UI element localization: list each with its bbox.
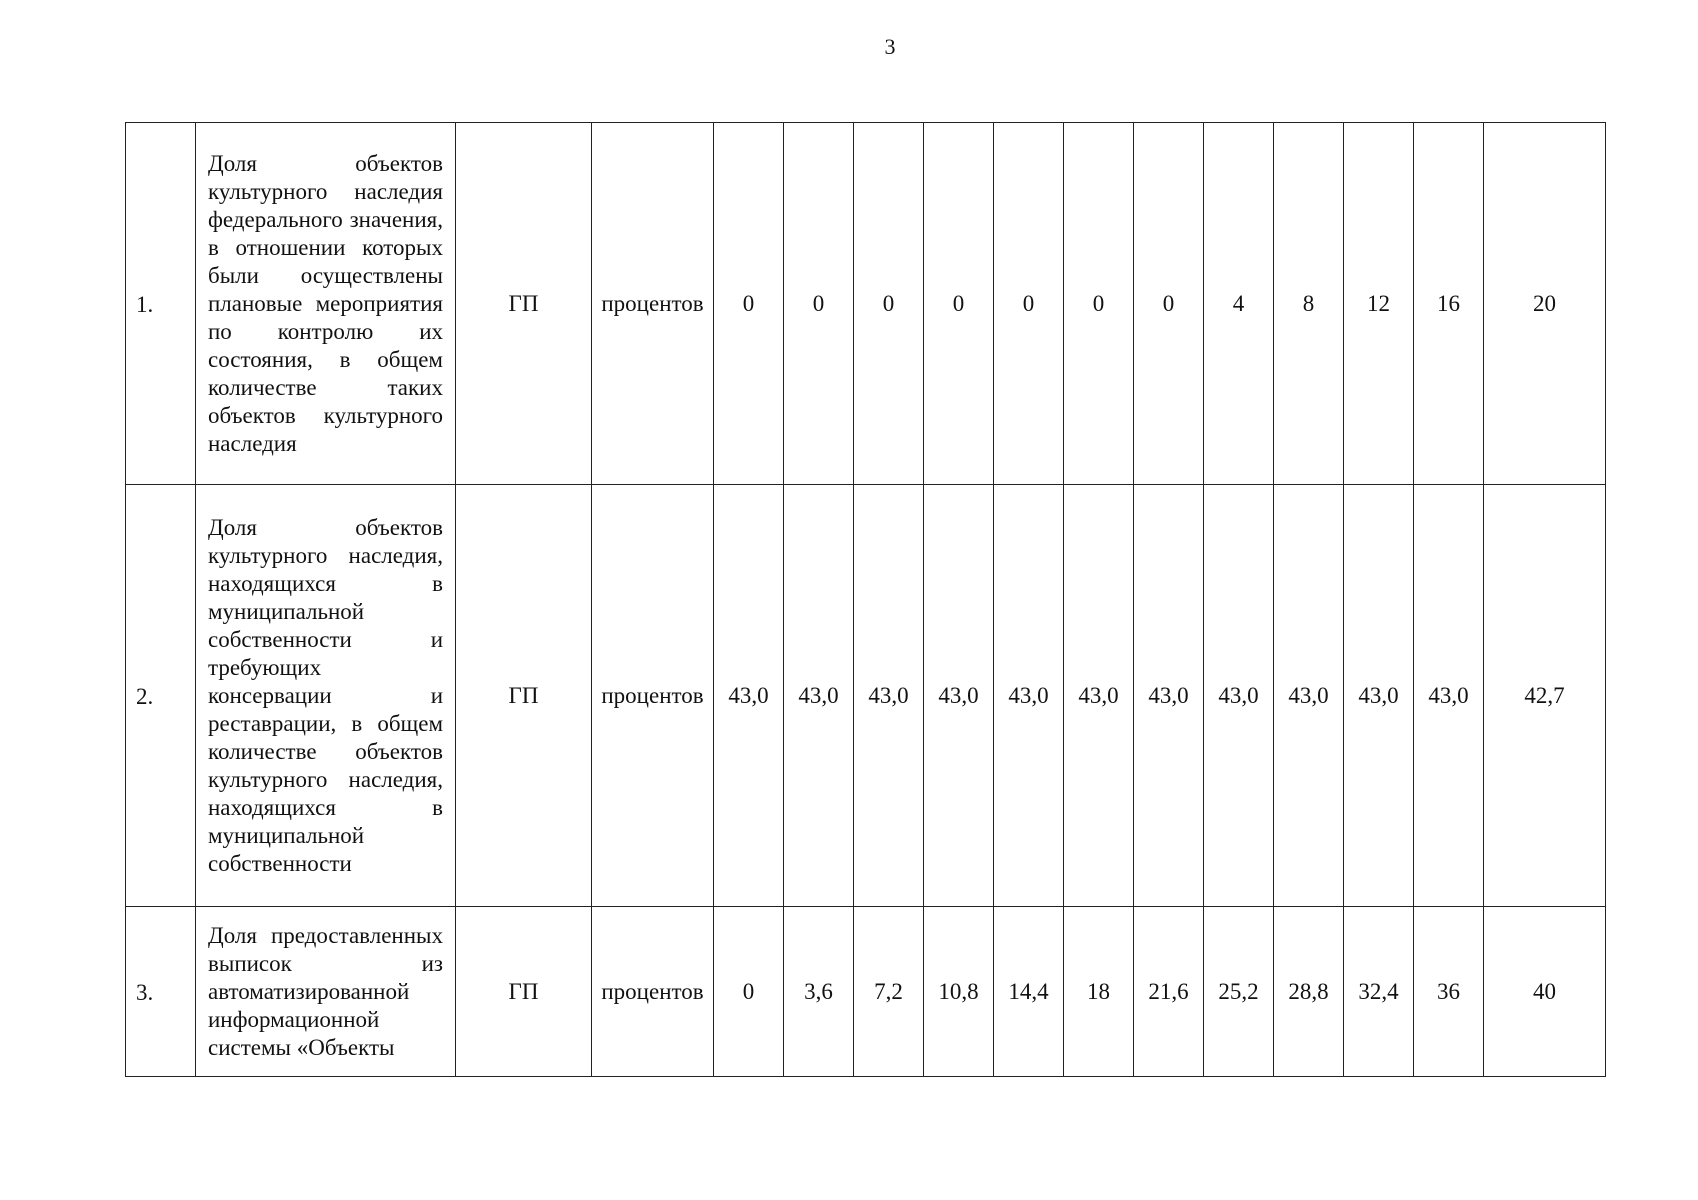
value-cell: 43,0	[1134, 485, 1204, 907]
indicator-name-cell	[196, 907, 456, 1077]
program-type-cell: ГП	[456, 123, 592, 485]
page-number: 3	[884, 34, 896, 59]
indicator-name-cell	[196, 123, 456, 485]
value-cell: 43,0	[1064, 485, 1134, 907]
value-cell: 40	[1484, 907, 1606, 1077]
value-cell: 42,7	[1484, 485, 1606, 907]
value-cell: 0	[924, 123, 994, 485]
value-cell: 0	[714, 123, 784, 485]
unit-cell: процентов	[592, 907, 714, 1077]
value-cell: 43,0	[854, 485, 924, 907]
indicators-table	[125, 122, 1606, 1077]
value-cell: 3,6	[784, 907, 854, 1077]
table-row	[126, 123, 1606, 485]
unit-cell: процентов	[592, 485, 714, 907]
row-number-cell: 3.	[126, 907, 196, 1077]
unit-cell: процентов	[592, 123, 714, 485]
value-cell: 20	[1484, 123, 1606, 485]
table-row	[126, 485, 1606, 907]
value-cell: 8	[1274, 123, 1344, 485]
value-cell: 14,4	[994, 907, 1064, 1077]
value-cell: 10,8	[924, 907, 994, 1077]
value-cell: 21,6	[1134, 907, 1204, 1077]
value-cell: 0	[784, 123, 854, 485]
row-number-cell: 1.	[126, 123, 196, 485]
value-cell: 28,8	[1274, 907, 1344, 1077]
value-cell: 43,0	[714, 485, 784, 907]
value-cell: 0	[1064, 123, 1134, 485]
program-type-cell: ГП	[456, 485, 592, 907]
value-cell: 43,0	[924, 485, 994, 907]
value-cell: 7,2	[854, 907, 924, 1077]
indicator-name-cell-text: Доля объектов культурного наследия, находящихся в муниципальной собственности и требующих консервации и реставрации, в общем количестве объектов культурного наследия, находящихся в муниципальной собственности	[208, 514, 443, 876]
value-cell: 43,0	[1204, 485, 1274, 907]
value-cell: 43,0	[1274, 485, 1344, 907]
indicator-name-cell-text: Доля предоставленных выписок из автоматизированной информационной системы «Объекты	[208, 922, 443, 1060]
value-cell: 32,4	[1344, 907, 1414, 1077]
value-cell: 25,2	[1204, 907, 1274, 1077]
value-cell: 18	[1064, 907, 1134, 1077]
value-cell: 43,0	[1414, 485, 1484, 907]
indicator-name-cell	[196, 485, 456, 907]
value-cell: 0	[854, 123, 924, 485]
value-cell: 4	[1204, 123, 1274, 485]
indicator-name-cell-text: Доля объектов культурного наследия федерального значения, в отношении которых были осуществлены плановые мероприятия по контролю их состояния, в общем количестве таких объектов культурного наследия	[208, 150, 443, 456]
value-cell: 16	[1414, 123, 1484, 485]
row-number-cell: 2.	[126, 485, 196, 907]
value-cell: 36	[1414, 907, 1484, 1077]
value-cell: 43,0	[1344, 485, 1414, 907]
value-cell: 12	[1344, 123, 1414, 485]
value-cell: 0	[1134, 123, 1204, 485]
value-cell: 43,0	[994, 485, 1064, 907]
program-type-cell: ГП	[456, 907, 592, 1077]
table-row	[126, 907, 1606, 1077]
value-cell: 43,0	[784, 485, 854, 907]
value-cell: 0	[714, 907, 784, 1077]
value-cell: 0	[994, 123, 1064, 485]
